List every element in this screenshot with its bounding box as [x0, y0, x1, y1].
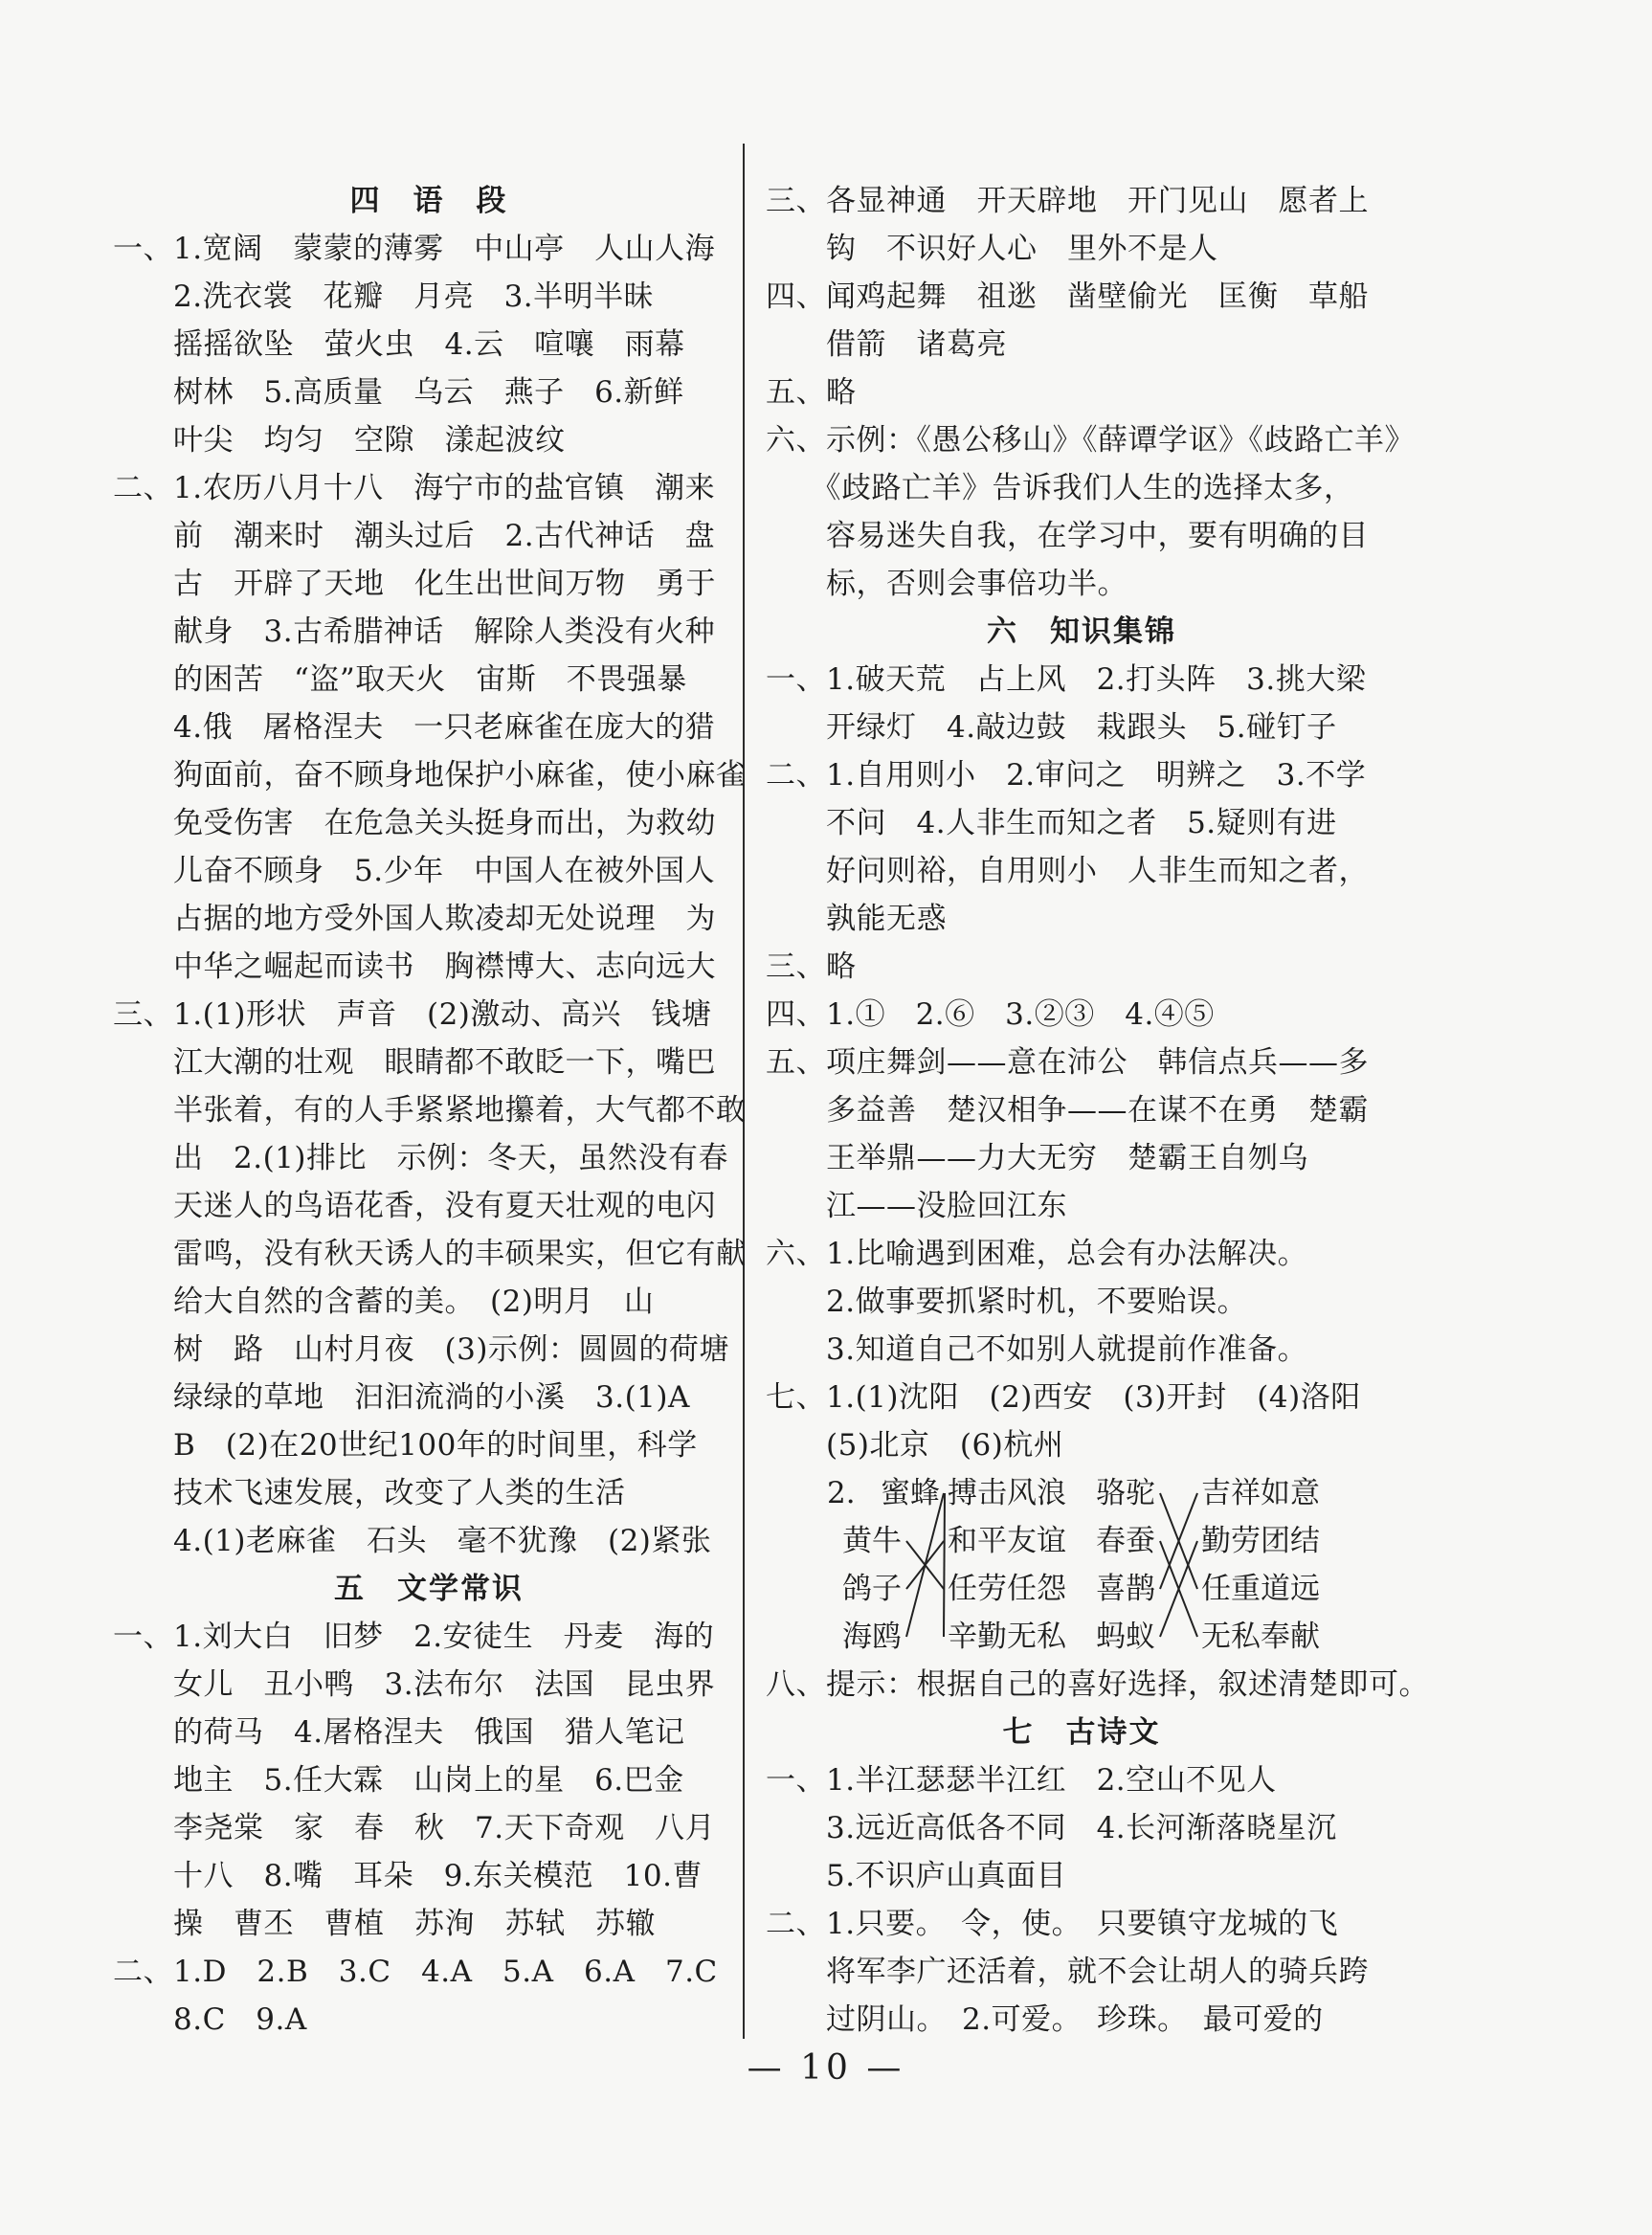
answer-line: 四、闻鸡起舞 祖逖 凿壁偷光 匡衡 草船 [766, 279, 1369, 314]
matching-left-item: 鸽子 [842, 1572, 902, 1606]
answer-line: 树林 5.高质量 乌云 燕子 6.新鲜 [113, 375, 684, 410]
page-number: — 10 — [747, 2048, 905, 2088]
answer-line: 开绿灯 4.敲边鼓 栽跟头 5.碰钉子 [766, 710, 1337, 745]
matching-right-item: 搏击风浪 [948, 1476, 1066, 1510]
answer-line: 二、1.只要。 令，使。 只要镇守龙城的飞 [766, 1907, 1339, 1941]
answer-line: 技术飞速发展，改变了人类的生活 [113, 1476, 626, 1510]
answer-line: 5.不识庐山真面目 [766, 1859, 1067, 1893]
answer-line: 给大自然的含蓄的美。 (2)明月 山 [113, 1285, 655, 1319]
answer-line: B (2)在20世纪100年的时间里，科学 [113, 1428, 698, 1463]
answer-line: 雷鸣，没有秋天诱人的丰硕果实，但它有献 [113, 1237, 747, 1271]
answer-line: 《歧路亡羊》告诉我们人生的选择太多， [766, 471, 1354, 505]
matching-line [944, 1493, 945, 1637]
answer-line: 六、示例：《愚公移山》《薛谭学讴》《歧路亡羊》 [766, 423, 1415, 458]
matching-left-item: 春蚕 [1096, 1524, 1155, 1558]
matching-right-item: 任劳任怨 [948, 1572, 1066, 1606]
answer-line: 七、1.(1)沈阳 (2)西安 (3)开封 (4)洛阳 [766, 1380, 1361, 1415]
answer-line: 不问 4.人非生而知之者 5.疑则有进 [766, 806, 1337, 840]
answer-line: 二、1.农历八月十八 海宁市的盐官镇 潮来 [113, 471, 716, 505]
answer-line: 树 路 山村月夜 (3)示例：圆圆的荷塘 [113, 1332, 729, 1367]
answer-line: 出 2.(1)排比 示例：冬天，虽然没有春 [113, 1141, 728, 1175]
answer-line: 三、各显神通 开天辟地 开门见山 愿者上 [766, 184, 1369, 218]
answer-line: 借箭 诸葛亮 [766, 327, 1007, 362]
answer-line: 免受伤害 在危急关头挺身而出，为救幼 [113, 806, 716, 840]
answer-line: 4.俄 屠格涅夫 一只老麻雀在庞大的猎 [113, 710, 716, 745]
section-heading: 六 知识集锦 [987, 615, 1176, 649]
answer-line: 江——没脸回江东 [766, 1189, 1067, 1223]
answer-line: 古 开辟了天地 化生出世间万物 勇于 [113, 567, 716, 601]
section-heading: 五 文学常识 [334, 1572, 524, 1606]
matching-right-item: 任重道远 [1201, 1572, 1320, 1606]
answer-line: 一、1.破天荒 占上风 2.打头阵 3.挑大梁 [766, 662, 1367, 697]
answer-line: 过阴山。 2.可爱。 珍珠。 最可爱的 [766, 2002, 1324, 2037]
answer-line: 儿奋不顾身 5.少年 中国人在被外国人 [113, 854, 716, 888]
answer-line: 摇摇欲坠 萤火虫 4.云 喧嚷 雨幕 [113, 327, 685, 362]
answer-line: 将军李广还活着，就不会让胡人的骑兵跨 [766, 1955, 1369, 1989]
answer-line: 六、1.比喻遇到困难，总会有办法解决。 [766, 1237, 1308, 1271]
answer-line: 二、1.D 2.B 3.C 4.A 5.A 6.A 7.C [113, 1955, 718, 1989]
answer-line: 绿绿的草地 汩汩流淌的小溪 3.(1)A [113, 1380, 690, 1415]
answer-line: 钩 不识好人心 里外不是人 [766, 232, 1218, 266]
answer-line: 王举鼎——力大无穷 楚霸王自刎乌 [766, 1141, 1308, 1175]
answer-line: 八、提示：根据自己的喜好选择，叙述清楚即可。 [766, 1667, 1429, 1702]
answer-line: 江大潮的壮观 眼睛都不敢眨一下，嘴巴 [113, 1045, 716, 1080]
matching-left-item: 海鸥 [842, 1620, 902, 1654]
answer-line: 容易迷失自我，在学习中，要有明确的目 [766, 519, 1369, 553]
answer-line: 2.洗衣裳 花瓣 月亮 3.半明半昧 [113, 279, 655, 314]
answer-line: 李尧棠 家 春 秋 7.天下奇观 八月 [113, 1811, 716, 1845]
answer-line: 4.(1)老麻雀 石头 毫不犹豫 (2)紧张 [113, 1524, 712, 1558]
matching-left-item: 骆驼 [1096, 1476, 1155, 1510]
left-column [113, 177, 745, 2044]
matching-right-item: 吉祥如意 [1201, 1476, 1320, 1510]
right-column-bottom [766, 1661, 1429, 2044]
answer-line: 五、项庄舞剑——意在沛公 韩信点兵——多 [766, 1045, 1369, 1080]
section-heading: 七 古诗文 [1002, 1715, 1161, 1750]
answer-line: 操 曹丕 曹植 苏洵 苏轼 苏辙 [113, 1907, 656, 1941]
right-column [766, 177, 1429, 2044]
answer-line: 前 潮来时 潮头过后 2.古代神话 盘 [113, 519, 716, 553]
matching-right-item: 无私奉献 [1201, 1620, 1320, 1654]
answer-line: 二、1.自用则小 2.审问之 明辨之 3.不学 [766, 758, 1367, 793]
answer-line: 标，否则会事倍功半。 [766, 567, 1127, 601]
matching-exercise [766, 1469, 1397, 1661]
answer-line: 占据的地方受外国人欺凌却无处说理 为 [113, 902, 716, 936]
answer-line: 女儿 丑小鸭 3.法布尔 法国 昆虫界 [113, 1667, 716, 1702]
answer-line: 的困苦 “盗”取天火 宙斯 不畏强暴 [113, 662, 687, 697]
answer-line: 3.知道自己不如别人就提前作准备。 [766, 1332, 1308, 1367]
answer-line: 中华之崛起而读书 胸襟博大、志向远大 [113, 950, 716, 984]
answer-line: 十八 8.嘴 耳朵 9.东关模范 10.曹 [113, 1859, 703, 1893]
matching-left-item: 喜鹊 [1096, 1572, 1155, 1606]
matching-right-item: 和平友谊 [948, 1524, 1066, 1558]
answer-line: 2.做事要抓紧时机，不要贻误。 [766, 1285, 1248, 1319]
answer-line: 3.远近高低各不同 4.长河渐落晓星沉 [766, 1811, 1337, 1845]
answer-line: 一、1.刘大白 旧梦 2.安徒生 丹麦 海的 [113, 1620, 715, 1654]
answer-line: 半张着，有的人手紧紧地攥着，大气都不敢 [113, 1093, 747, 1128]
answer-line: 的荷马 4.屠格涅夫 俄国 猎人笔记 [113, 1715, 685, 1750]
answer-line: 多益善 楚汉相争——在谋不在勇 楚霸 [766, 1093, 1369, 1128]
answer-line: 地主 5.任大霖 山岗上的星 6.巴金 [113, 1763, 684, 1798]
answer-line: 狗面前，奋不顾身地保护小麻雀，使小麻雀 [113, 758, 747, 793]
answer-line: 一、1.宽阔 蒙蒙的薄雾 中山亭 人山人海 [113, 232, 716, 266]
answer-line: 叶尖 均匀 空隙 漾起波纹 [113, 423, 566, 458]
section-heading: 四 语 段 [349, 184, 508, 218]
answer-line: 五、略 [766, 375, 857, 410]
answer-line: 四、1.① 2.⑥ 3.②③ 4.④⑤ [766, 997, 1215, 1032]
answer-line: 8.C 9.A [113, 2002, 307, 2037]
answer-line: 天迷人的鸟语花香，没有夏天壮观的电闪 [113, 1189, 716, 1223]
answer-line: 三、略 [766, 950, 857, 984]
matching-right-item: 勤劳团结 [1201, 1524, 1320, 1558]
matching-left-item: 蚂蚁 [1096, 1620, 1155, 1654]
answer-line: 一、1.半江瑟瑟半江红 2.空山不见人 [766, 1763, 1277, 1798]
matching-prefix: 2. [827, 1476, 856, 1510]
answer-line: 献身 3.古希腊神话 解除人类没有火种 [113, 615, 716, 649]
answer-line: (5)北京 (6)杭州 [766, 1428, 1064, 1463]
matching-left-item: 黄牛 [842, 1524, 902, 1558]
matching-right-item: 辛勤无私 [948, 1620, 1066, 1654]
answer-line: 好问则裕，自用则小 人非生而知之者， [766, 854, 1369, 888]
answer-line: 孰能无惑 [766, 902, 947, 936]
answer-line: 三、1.(1)形状 声音 (2)激动、高兴 钱塘 [113, 997, 712, 1032]
matching-left-item: 蜜蜂 [881, 1476, 940, 1510]
right-column-top [766, 177, 1415, 1469]
